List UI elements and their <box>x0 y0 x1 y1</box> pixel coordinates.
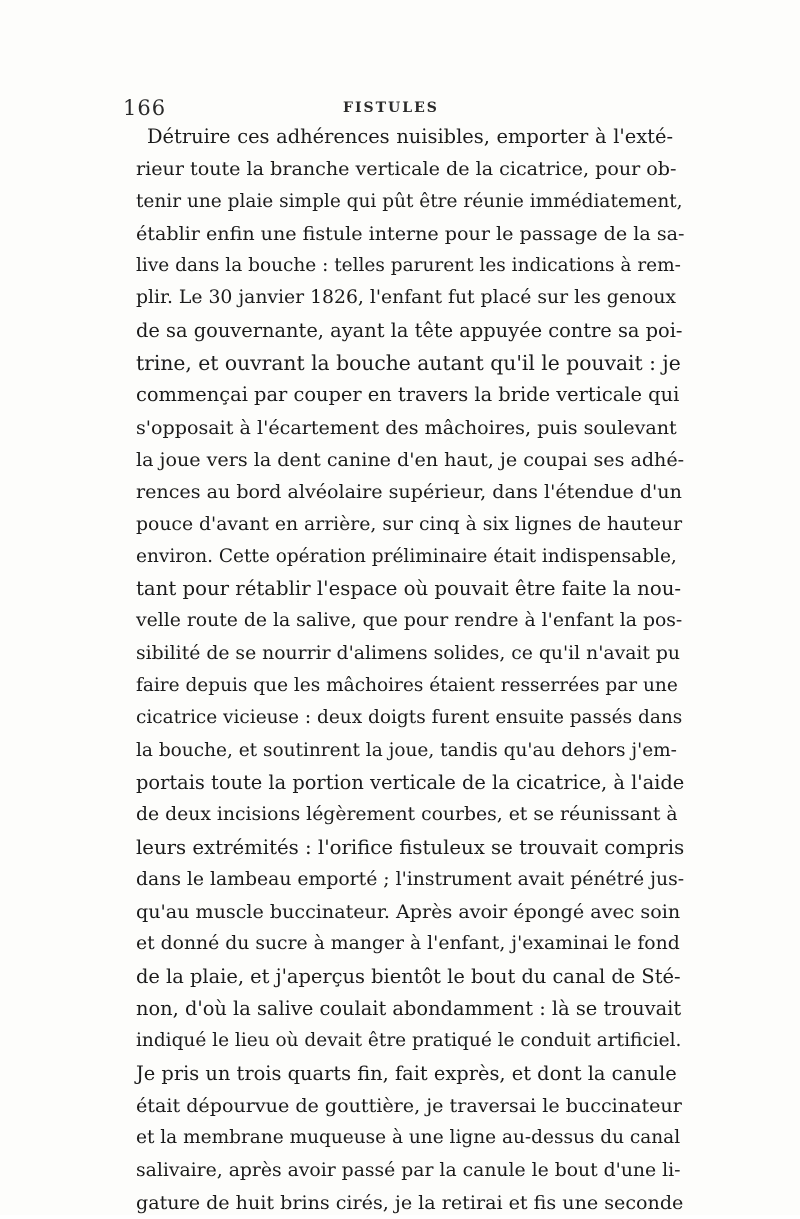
text-line: plir. Le 30 janvier 1826, l'enfant fut placé sur les genoux <box>136 287 677 309</box>
text-line: salivaire, après avoir passé par la canule le bout d'une li- <box>136 1159 681 1181</box>
text-line: sibilité de se nourrir d'alimens solides, ce qu'il n'avait pu <box>136 642 681 664</box>
text-line: commençai par couper en travers la bride verticale qui <box>136 383 680 407</box>
text-line: qu'au muscle buccinateur. Après avoir épongé avec soin <box>136 900 681 924</box>
text-line: Je pris un trois quarts fin, fait exprès, et dont la canule <box>136 1061 677 1085</box>
text-line: de sa gouvernante, ayant la tête appuyée contre sa poi- <box>136 318 683 342</box>
text-line: et la membrane muqueuse à une ligne au-dessus du canal <box>136 1127 681 1149</box>
running-title: FISTULES <box>343 100 439 116</box>
text-line: portais toute la portion verticale de la cicatrice, à l'aide <box>136 770 685 794</box>
text-line: et donné du sucre à manger à l'enfant, j'examinai le fond <box>136 933 680 955</box>
text-line: s'opposait à l'écartement des mâchoires, puis soulevant <box>136 415 677 439</box>
text-line: dans le lambeau emporté ; l'instrument avait pénétré jus- <box>136 868 685 890</box>
text-line: environ. Cette opération préliminaire était indispensable, <box>136 545 677 567</box>
page-number: 166 <box>123 96 167 120</box>
text-line: la joue vers la dent canine d'en haut, je coupai ses adhé- <box>136 447 685 471</box>
text-line: faire depuis que les mâchoires étaient resserrées par une <box>136 675 678 697</box>
text-line: velle route de la salive, que pour rendre à l'enfant la pos- <box>136 610 683 632</box>
text-line: gature de huit brins cirés, je la retirai et fis une seconde <box>136 1190 684 1214</box>
text-line: rences au bord alvéolaire supérieur, dans l'étendue d'un <box>136 480 682 504</box>
text-line: de deux incisions légèrement courbes, et se réunissant à <box>136 804 678 826</box>
text-line: rieur toute la branche verticale de la cicatrice, pour ob- <box>136 157 677 181</box>
text-line: Détruire ces adhérences nuisibles, emporter à l'exté- <box>147 125 673 148</box>
body-paragraph <box>136 121 685 1219</box>
text-line: de la plaie, et j'aperçus bientôt le bout du canal de Sté- <box>136 964 681 988</box>
text-line: tenir une plaie simple qui pût être réunie immédiatement, <box>136 190 683 212</box>
text-line: était dépourvue de gouttière, je traversai le buccinateur <box>136 1093 682 1117</box>
text-line: tant pour rétablir l'espace où pouvait être faite la nou- <box>136 577 682 601</box>
text-line: live dans la bouche : telles parurent les indications à rem- <box>136 255 681 277</box>
text-line: leurs extrémités : l'orifice fistuleux se trouvait compris <box>136 835 685 859</box>
text-line: non, d'où la salive coulait abondamment : là se trouvait <box>136 997 682 1021</box>
text-line: trine, et ouvrant la bouche autant qu'il le pouvait : je <box>136 351 681 376</box>
text-line: indiqué le lieu où devait être pratiqué le conduit artificiel. <box>136 1030 682 1052</box>
text-line: cicatrice vicieuse : deux doigts furent ensuite passés dans <box>136 707 683 729</box>
text-line: pouce d'avant en arrière, sur cinq à six lignes de hauteur <box>136 513 683 535</box>
text-line: la bouche, et soutinrent la joue, tandis qu'au dehors j'em- <box>136 739 677 761</box>
text-line: établir enfin une fistule interne pour le passage de la sa- <box>136 221 685 245</box>
